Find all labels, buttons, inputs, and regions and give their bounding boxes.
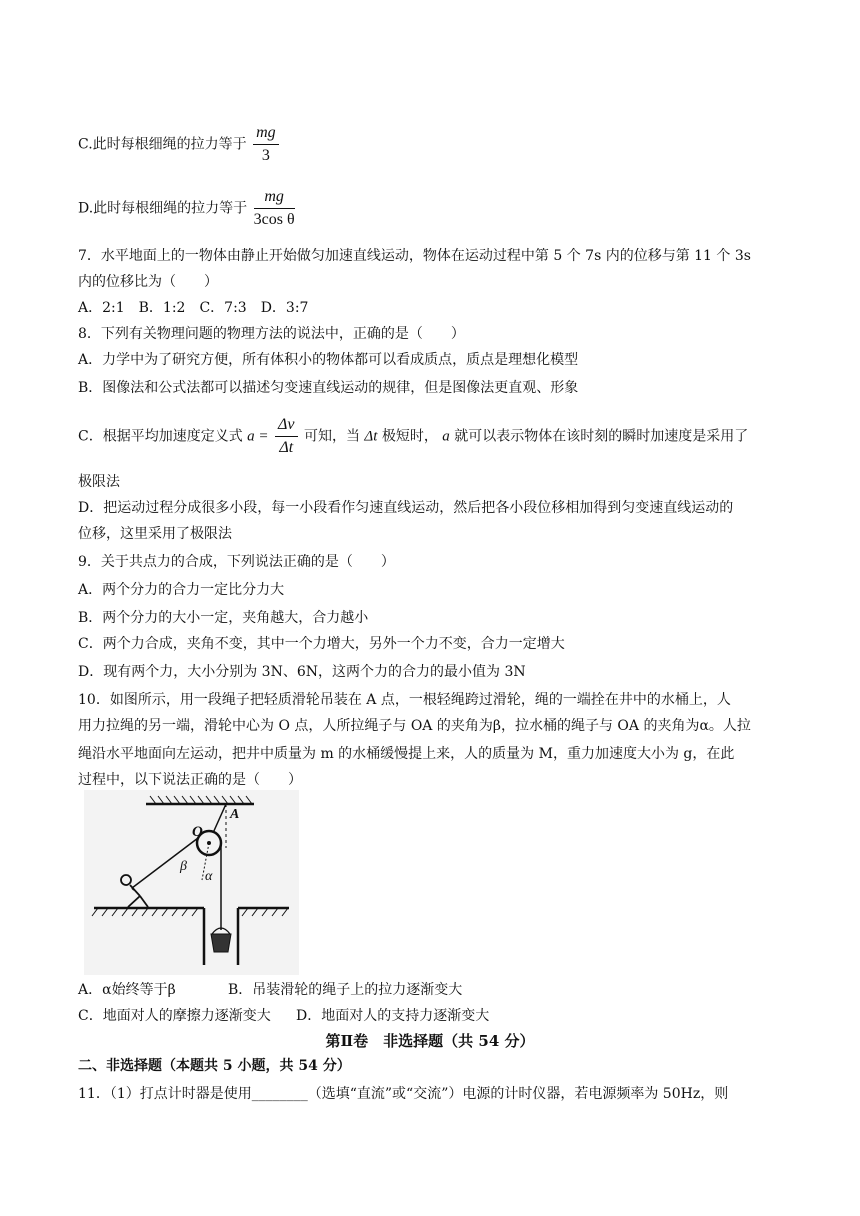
q10-stem-line3: 绳沿水平地面向左运动，把井中质量为 m 的水桶缓慢提上来，人的质量为 M，重力加速度大小为 g，在此 [78,746,735,762]
q9-stem: 9．关于共点力的合成，下列说法正确的是（ ） [78,554,395,570]
q6-option-d [78,188,297,229]
q8-option-a: A．力学中为了研究方便，所有体积小的物体都可以看成质点，质点是理想化模型 [78,352,579,368]
q10-stem-line2: 用力拉绳的另一端，滑轮中心为 O 点，人所拉绳子与 OA 的夹角为β，拉水桶的绳子与 OA 的夹角为α。人拉 [78,718,751,734]
q6-option-c-fraction: $\frac{mg}{3}$ [253,124,279,165]
q10-option-b: B．吊装滑轮的绳子上的拉力逐渐变大 [228,982,463,998]
q8-option-b: B．图像法和公式法都可以描述匀变速直线运动的规律，但是图像法更直观、形象 [78,380,579,396]
label-alpha: α [205,869,213,884]
q9-option-c: C．两个力合成，夹角不变，其中一个力增大，另外一个力不变，合力一定增大 [78,636,565,652]
q6-option-d-fraction: $\frac{mg}{\text{3cos θ}}$ [253,188,295,228]
label-o: O [192,824,203,840]
q9-option-b: B．两个分力的大小一定，夹角越大，合力越小 [78,610,369,626]
label-beta: β [180,859,187,874]
q11-line1: 11．（1）打点计时器是使用________（选填“直流”或“交流”）电源的计时仪器，若电源频率为 50Hz，则 [78,1086,729,1102]
q10-option-d: D．地面对人的支持力逐渐变大 [296,1008,490,1024]
q6-option-c [78,124,281,165]
q10-option-a: A．α始终等于β [78,982,176,998]
q10-stem-line1: 10．如图所示，用一段绳子把轻质滑轮吊装在 A 点，一根轻绳跨过滑轮，绳的一端拴在井中的水桶上，人 [78,692,731,708]
q7-stem-line1: 7．水平地面上的一物体由静止开始做匀加速直线运动，物体在运动过程中第 5 个 7s 内的位移与第 11 个 3s [78,248,751,264]
q8-stem: 8．下列有关物理问题的物理方法的说法中，正确的是（ ） [78,326,465,342]
q7-options: A．2:1 B．1:2 C．7:3 D．3:7 [78,300,309,316]
pulley-well-figure [84,790,299,975]
q7-stem-line2: 内的位移比为（ ） [78,274,218,290]
q9-option-d: D．现有两个力，大小分别为 3N、6N，这两个力的合力的最小值为 3N [78,664,526,680]
q8-option-d-line1: D．把运动过程分成很多小段，每一小段看作匀速直线运动，然后把各小段位移相加得到匀变速直线运动的 [78,500,734,516]
q8-option-d-line2: 位移，这里采用了极限法 [78,526,232,542]
q6-option-c-text: C.此时每根细绳的拉力等于 [78,136,247,153]
q10-option-c: C．地面对人的摩擦力逐渐变大 [78,1008,271,1024]
q10-stem-line4: 过程中，以下说法正确的是（ ） [78,772,302,788]
part2-heading: 二、非选择题（本题共 5 小题，共 54 分） [78,1058,351,1074]
q8-option-c-cont: 极限法 [78,474,120,490]
q6-option-d-text: D.此时每根细绳的拉力等于 [78,200,248,217]
part2-title: 第Ⅱ卷 非选择题（共 54 分） [325,1032,535,1050]
q8-fraction: $\frac{\Delta v}{\Delta t}$ [275,416,298,457]
q9-option-a: A．两个分力的合力一定比分力大 [78,582,285,598]
q8-option-c: C．根据平均加速度定义式 a = $\frac{\Delta v}{\Delta t}$ 可知，当 Δt 极短时， a 就可以表示物体在该时刻的瞬时加速度是采用了 [78,416,749,456]
label-a: A [230,807,240,822]
